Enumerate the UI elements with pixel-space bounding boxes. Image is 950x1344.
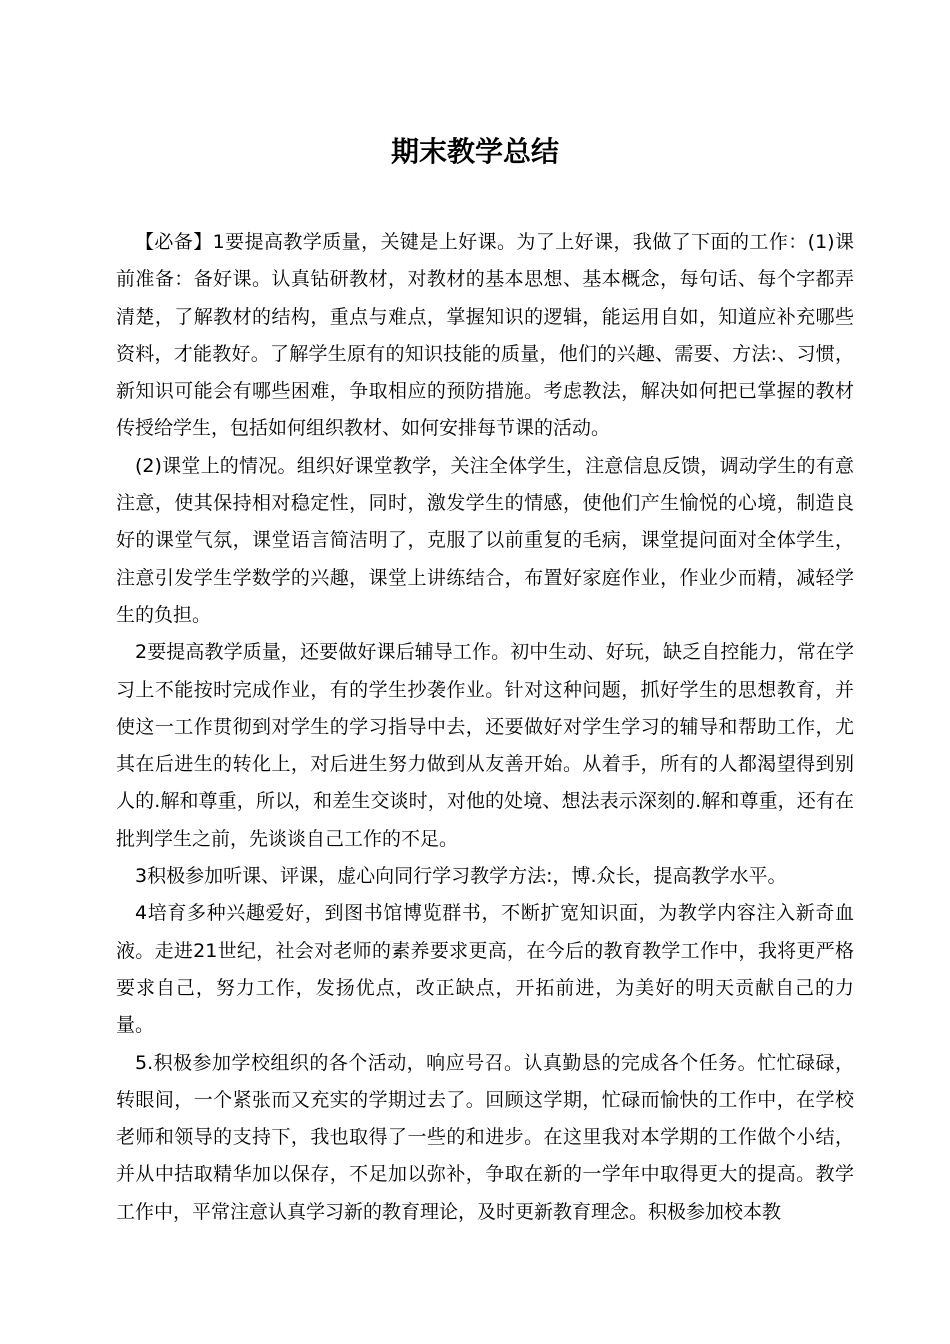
paragraph-5: 4培育多种兴趣爱好，到图书馆博览群书，不断扩宽知识面，为教学内容注入新奇血液。走进21世纪，社会对老师的素养要求更高，在今后的教育教学工作中，我将更严格要求自己，努力工作，发扬优点，改正缺点，开拓前进，为美好的明天贡献自己的力量。 — [116, 902, 854, 1037]
paragraph-6: 5.积极参加学校组织的各个活动，响应号召。认真勤恳的完成各个任务。忙忙碌碌，转眼间，一个紧张而又充实的学期过去了。回顾这学期，忙碌而愉快的工作中，在学校老师和领导的支持下，我也取得了一些的和进步。在这里我对本学期的工作做个小结，并从中拮取精华加以保存，不足加以弥补，争取在新的一学年中取得更大的提高。教学工作中，平常注意认真学习新的教育理论，及时更新教育理念。积极参加校本教 — [116, 1051, 854, 1223]
paragraph-4: 3积极参加听课、评课，虚心向同行学习教学方法:，博.众长，提高教学水平。 — [135, 865, 787, 888]
paragraph-1: 【必备】1要提高教学质量，关键是上好课。为了上好课，我做了下面的工作：(1)课前准备：备好课。认真钻研教材，对教材的基本思想、基本概念，每句话、每个字都弄清楚，了解教材的结构，重点与难点，掌握知识的逻辑，能运用自如，知道应补充哪些资料，才能教好。了解学生原有的知识技能的质量，他们的兴趣、需要、方法:、习惯，新知识可能会有哪些困难，争取相应的预防措施。考虑教法，解决如何把已掌握的教材传授给学生，包括如何组织教材、如何安排每节课的活动。 — [116, 231, 854, 440]
paragraph-2: (2)课堂上的情况。组织好课堂教学，关注全体学生，注意信息反馈，调动学生的有意注意，使其保持相对稳定性，同时，激发学生的情感，使他们产生愉悦的心境，制造良好的课堂气氛，课堂语言简洁明了，克服了以前重复的毛病，课堂提问面对全体学生，注意引发学生学数学的兴趣，课堂上讲练结合，布置好家庭作业，作业少而精，减轻学生的负担。 — [116, 454, 854, 626]
paragraph-3: 2要提高教学质量，还要做好课后辅导工作。初中生动、好玩，缺乏自控能力，常在学习上不能按时完成作业，有的学生抄袭作业。针对这种问题，抓好学生的思想教育，并使这一工作贯彻到对学生的学习指导中去，还要做好对学生学习的辅导和帮助工作，尤其在后进生的转化上，对后进生努力做到从友善开始。从着手，所有的人都渴望得到别人的.解和尊重，所以，和差生交谈时，对他的处境、想法表示深刻的.解和尊重，还有在批判学生之前，先谈谈自己工作的不足。 — [116, 641, 854, 850]
document-body — [116, 224, 854, 1231]
document-title: 期末教学总结 — [390, 135, 559, 168]
